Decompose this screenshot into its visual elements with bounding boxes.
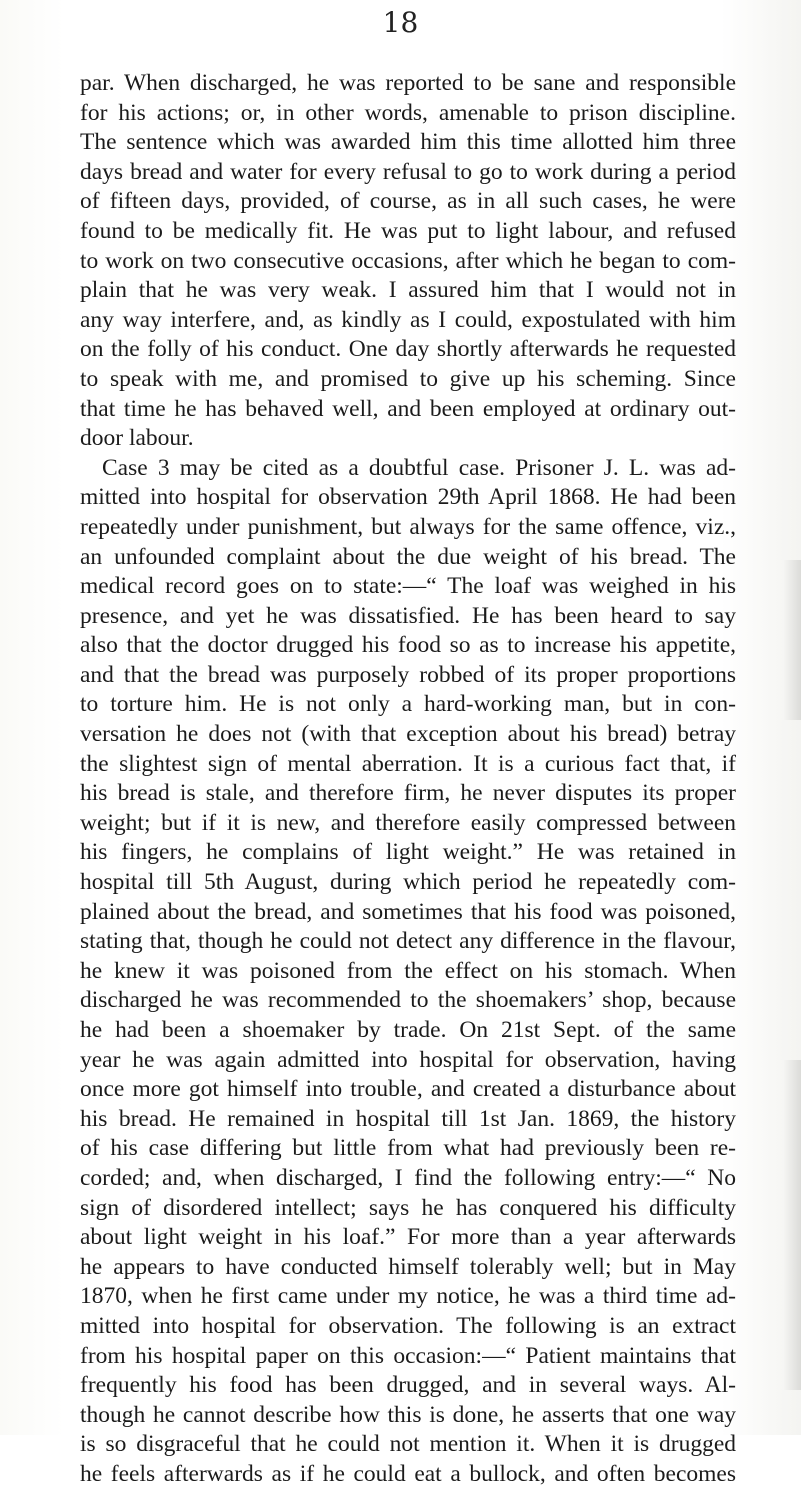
- text-line: the slightest sign of mental aberration. It is a curious fact that, if: [80, 750, 736, 777]
- text-line: also that the doctor drugged his food so as to increase his appetite,: [80, 632, 736, 659]
- text-line: his bread is stale, and therefore firm, he never disputes its proper: [80, 780, 736, 807]
- text-line: on the folly of his conduct. One day shortly afterwards he requested: [80, 336, 736, 363]
- text-line: presence, and yet he was dissatisfied. He has been heard to say: [80, 602, 736, 629]
- text-line: year he was again admitted into hospital for observation, having: [80, 1046, 736, 1073]
- text-line: he knew it was poisoned from the effect on his stomach. When: [80, 957, 736, 984]
- text-line: par. When discharged, he was reported to be sane and responsible: [80, 70, 736, 96]
- text-line: and that the bread was purposely robbed of its proper proportions: [80, 661, 736, 688]
- text-line: plain that he was very weak. I assured him that I would not in: [80, 277, 736, 304]
- text-line: repeatedly under punishment, but always for the same offence, viz.,: [80, 513, 736, 540]
- text-line: his bread. He remained in hospital till 1st Jan. 1869, the history: [80, 1105, 736, 1132]
- text-line: hospital till 5th August, during which period he repeatedly com-: [80, 869, 736, 896]
- text-line: any way interfere, and, as kindly as I could, expostulated with him: [80, 306, 736, 333]
- text-line: an unfounded complaint about the due weight of his bread. The: [80, 543, 736, 570]
- text-line: to work on two consecutive occasions, after which he began to com-: [80, 247, 736, 274]
- text-line: corded; and, when discharged, I find the following entry:—“ No: [80, 1164, 736, 1191]
- text-line: to speak with me, and promised to give up his scheming. Since: [80, 365, 736, 392]
- text-line: frequently his food has been drugged, and in several ways. Al-: [80, 1372, 736, 1399]
- text-line: is so disgraceful that he could not mention it. When it is drugged: [80, 1431, 736, 1458]
- text-line: about light weight in his loaf.” For more than a year afterwards: [80, 1224, 736, 1251]
- text-line: from his hospital paper on this occasion:—“ Patient maintains that: [80, 1342, 736, 1369]
- text-line-case-3-start: Case 3 may be cited as a doubtful case. Prisoner J. L. was ad-: [102, 454, 736, 481]
- text-line: versation he does not (with that exception about his bread) betray: [80, 721, 736, 748]
- text-line: he feels afterwards as if he could eat a bullock, and often becomes: [80, 1460, 736, 1487]
- text-line: sign of disordered intellect; says he has conquered his difficulty: [80, 1194, 736, 1221]
- text-line: of his case differing but little from what had previously been re-: [80, 1135, 736, 1162]
- text-line: though he cannot describe how this is done, he asserts that one way: [80, 1401, 736, 1428]
- text-line: plained about the bread, and sometimes that his food was poisoned,: [80, 898, 736, 925]
- text-line: that time he has behaved well, and been employed at ordinary out-: [80, 395, 736, 422]
- body-text: [80, 69, 736, 1490]
- text-line: 1870, when he first came under my notice, he was a third time ad-: [80, 1283, 736, 1310]
- text-line-paragraph-end: door labour.: [80, 425, 194, 452]
- text-line: of fifteen days, provided, of course, as in all such cases, he were: [80, 188, 736, 215]
- text-line: found to be medically fit. He was put to light labour, and refused: [80, 217, 736, 244]
- text-line: discharged he was recommended to the shoemakers’ shop, because: [80, 987, 736, 1014]
- text-line: stating that, though he could not detect any difference in the flavour,: [80, 928, 736, 955]
- text-line: medical record goes on to state:—“ The loaf was weighed in his: [80, 573, 736, 600]
- text-line: weight; but if it is new, and therefore easily compressed between: [80, 809, 736, 836]
- page-number: 18: [382, 6, 419, 39]
- text-line: days bread and water for every refusal to go to work during a period: [80, 158, 736, 185]
- text-line: once more got himself into trouble, and created a disturbance about: [80, 1076, 736, 1103]
- text-line: for his actions; or, in other words, amenable to prison discipline.: [80, 99, 736, 126]
- text-line: mitted into hospital for observation. The following is an extract: [80, 1312, 736, 1339]
- text-line: The sentence which was awarded him this time allotted him three: [80, 129, 736, 156]
- text-line: he appears to have conducted himself tolerably well; but in May: [80, 1253, 736, 1280]
- text-line: his fingers, he complains of light weight.” He was retained in: [80, 839, 736, 866]
- text-line: to torture him. He is not only a hard-working man, but in con-: [80, 691, 736, 718]
- page-edge-shadow: [783, 1060, 801, 1390]
- text-line: he had been a shoemaker by trade. On 21st Sept. of the same: [80, 1017, 736, 1043]
- page-edge-shadow: [783, 560, 801, 720]
- text-line: mitted into hospital for observation 29th April 1868. He had been: [80, 484, 736, 511]
